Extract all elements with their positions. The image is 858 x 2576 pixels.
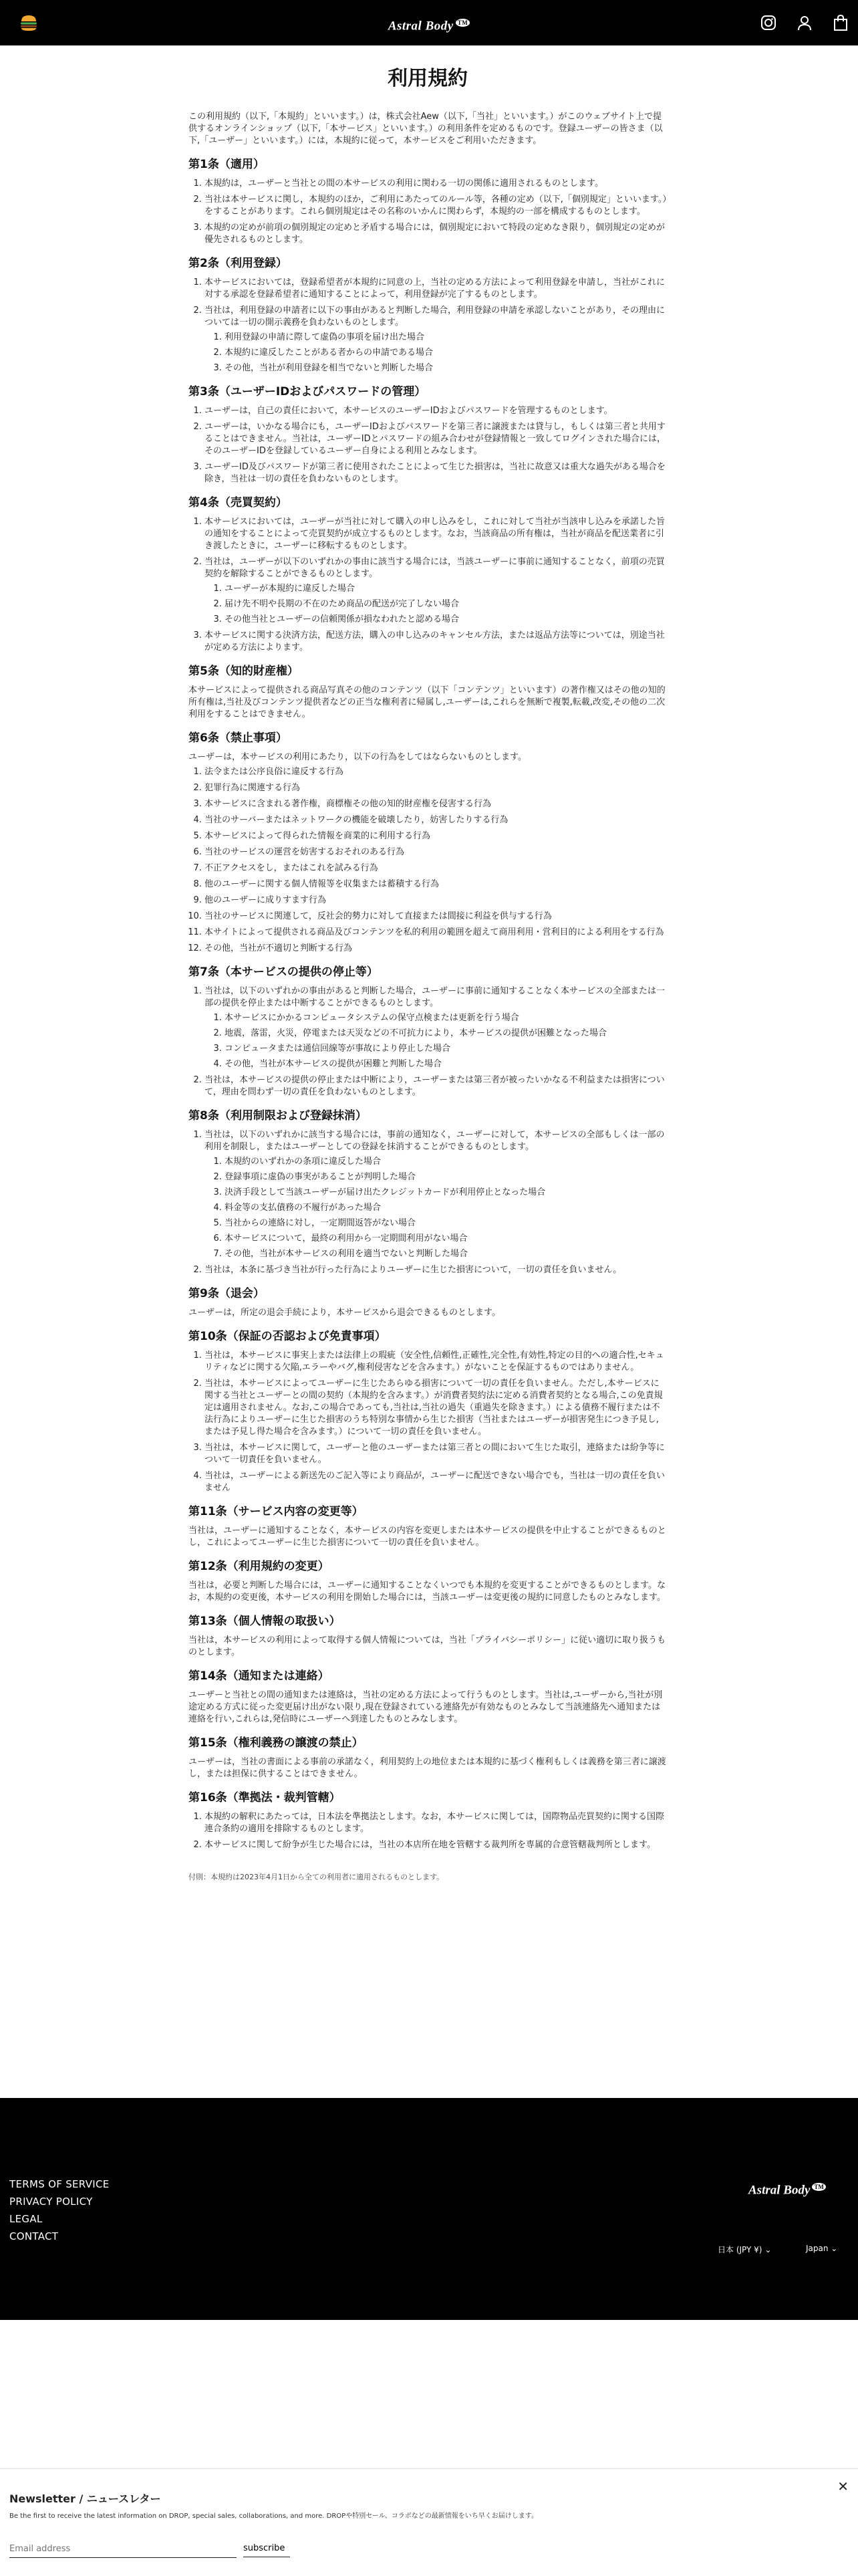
article-8-list: [188, 1129, 667, 1276]
language-selector[interactable]: [806, 2244, 837, 2253]
site-footer: [0, 2098, 858, 2320]
subscribe-button[interactable]: subscribe: [243, 2540, 290, 2557]
article-11-heading: 第11条（サービス内容の変更等）: [188, 1505, 364, 1518]
article-8-heading: 第8条（利用制限および登録抹消）: [188, 1109, 367, 1123]
footer-link-terms[interactable]: TERMS OF SERVICE: [9, 2178, 110, 2190]
list-item: 1. 本規約の解釈にあたっては，日本法を準拠法とします。なお，本サービスに関しては，国際物品売買契約に関する国際連合条約の適用を排除するものとします。: [204, 1811, 667, 1835]
list-item: [204, 985, 667, 1070]
sub-list-item: 2. 地震，落雷，火災，停電または天災などの不可抗力により，本サービスの提供が困難となった場合: [225, 1028, 667, 1040]
article-12-heading: 第12条（利用規約の変更）: [188, 1560, 329, 1573]
article-11-text: 当社は，ユーザーに通知することなく，本サービスの内容を変更しまたは本サービスの提供を中止することができるものとし，これによってユーザーに生じた損害について一切の責任を負いません。: [188, 1526, 666, 1548]
list-item: 2. 当社は，本サービスによってユーザーに生じたあらゆる損害について一切の責任を負いません。ただし,本サービスに関する当社とユーザーとの間の契約（本規約を含みます。）が消費者契約法に定める消費者契約となる場合,この免責規定は適用されません。なお,この場合であっても,当社は,当社の過失（重過失を除きます。）による債務不履行または不法行為によりユーザーに生じた損害のうち特別な事情から生じた損害（当社またはユーザーが損害発生につき予見し,または予見し得た場合を含みます。）について一切の責任を負いません。: [204, 1378, 667, 1438]
list-item: 12. その他，当社が不適切と判断する行為: [204, 943, 667, 955]
article-13-heading: 第13条（個人情報の取扱い）: [188, 1615, 341, 1628]
sub-list-item: 1. 利用登録の申請に際して虚偽の事項を届け出た場合: [225, 332, 667, 344]
brand-mark: TM: [456, 19, 470, 27]
list-item: 1. ユーザーは，自己の責任において，本サービスのユーザーIDおよびパスワードを管理するものとします。: [204, 405, 667, 417]
instagram-icon[interactable]: [759, 13, 778, 32]
site-header: [0, 0, 858, 45]
article-6-list: [188, 766, 667, 955]
article-15-text: ユーザーは，当社の書面による事前の承諾なく，利用契約上の地位または本規約に基づく権利もしくは義務を第三者に譲渡し，または担保に供することはできません。: [188, 1757, 666, 1779]
list-item: 1. 本サービスにおいては，ユーザーが当社に対して購入の申し込みをし，これに対して当社が当該申し込みを承諾した旨の通知をすることによって売買契約が成立するものとします。なお，当該商品の所有権は，当社が商品を配送業者に引き渡したときに，ユーザーに移転するものとします。: [204, 516, 667, 552]
terms-content: [188, 45, 667, 2098]
article-10-list: [188, 1350, 667, 1494]
sub-list: [204, 1012, 667, 1070]
list-item: 3. 本規約の定めが前項の個別規定の定めと矛盾する場合には，個別規定において特段の定めなき限り，個別規定の定めが優先されるものとします。: [204, 222, 667, 246]
footer-links: [9, 2176, 110, 2245]
article-1-list: [188, 178, 667, 246]
sub-list-item: 5. 当社からの連絡に対し，一定期間返答がない場合: [225, 1217, 667, 1230]
account-icon[interactable]: [795, 13, 814, 32]
list-item: 3. ユーザーID及びパスワードが第三者に使用されたことによって生じた損害は，当社に故意又は重大な過失がある場合を除き，当社は一切の責任を負わないものとします。: [204, 461, 667, 485]
sub-list-item: 1. 本サービスにかかるコンピュータシステムの保守点検または更新を行う場合: [225, 1012, 667, 1024]
article-12-text: 当社は，必要と判断した場合には，ユーザーに通知することなくいつでも本規約を変更することができるものとします。なお，本規約の変更後，本サービスの利用を開始した場合には，当該ユーザーは変更後の規約に同意したものとみなします。: [188, 1580, 666, 1603]
intro-text: この利用規約（以下,「本規約」といいます。）は，株式会社Aew（以下,「当社」といいます。）がこのウェブサイト上で提供するオンラインショップ（以下,「本サービス」といいます。）の利用条件を定めるものです。登録ユーザーの皆さま（以下,「ユーザー」といいます。）には，本規約に従って，本サービスをご利用いただきます。: [188, 112, 663, 146]
close-icon[interactable]: ✕: [837, 2478, 849, 2494]
sub-list-item: 6. 本サービスについて，最終の利用から一定期間利用がない場合: [225, 1233, 667, 1245]
brand-name: Astral Body: [388, 19, 454, 33]
list-item: [204, 305, 667, 374]
list-item: 5. 本サービスによって得られた情報を商業的に利用する行為: [204, 830, 667, 842]
chevron-down-icon: ⌄: [764, 2245, 772, 2254]
sub-list-item: 2. 本規約に違反したことがある者からの申請である場合: [225, 347, 667, 359]
list-item: 9. 他のユーザーに成りすます行為: [204, 895, 667, 907]
list-item: 1. 本サービスにおいては，登録希望者が本規約に同意の上，当社の定める方法によって利用登録を申請し，当社がこれに対する承認を登録希望者に通知することによって，利用登録が完了するものとします。: [204, 277, 667, 301]
list-item: 2. 当社は，本サービスの提供の停止または中断により，ユーザーまたは第三者が被ったいかなる不利益または損害について，理由を問わず一切の責任を負わないものとします。: [204, 1074, 667, 1098]
currency-value: 日本 (JPY ¥): [718, 2245, 762, 2254]
sub-list-item: 4. 料金等の支払債務の不履行があった場合: [225, 1202, 667, 1214]
article-5-heading: 第5条（知的財産権）: [188, 665, 299, 678]
article-13-text: 当社は，本サービスの利用によって取得する個人情報については，当社「プライバシーポリシー」に従い適切に取り扱うものとします。: [188, 1635, 666, 1657]
article-7-list: [188, 985, 667, 1098]
list-item: 11. 本サイトによって提供される商品及びコンテンツを私的利用の範囲を超えて商用利用・営利目的による利用をする行為: [204, 927, 667, 939]
cart-icon[interactable]: [831, 13, 850, 32]
sub-list: [204, 1156, 667, 1260]
list-item-text: 当社は，利用登録の申請者に以下の事由があると判断した場合，利用登録の申請を承認しないことがあり，その理由については一切の開示義務を負わないものとします。: [204, 306, 666, 328]
article-6-heading: 第6条（禁止事項）: [188, 731, 287, 745]
list-item: 1. 法令または公序良俗に違反する行為: [204, 766, 667, 778]
list-item: [204, 556, 667, 626]
sub-list-item: 3. その他当社とユーザーの信頼関係が損なわれたと認める場合: [225, 614, 667, 626]
footer-link-privacy[interactable]: PRIVACY POLICY: [9, 2196, 93, 2208]
article-5-text: 本サービスによって提供される商品写真その他のコンテンツ（以下「コンテンツ」といいます）の著作権又はその他の知的所有権は,当社及びコンテンツ提供者などの正当な権利者に帰属し,ユーザーは,これらを無断で複製,転載,改変,その他の二次利用をすることはできません。: [188, 685, 666, 719]
article-2-list: [188, 277, 667, 374]
article-14-text: ユーザーと当社との間の通知または連絡は，当社の定める方法によって行うものとします。当社は,ユーザーから,当社が別途定める方式に従った変更届け出がない限り,現在登録されている連絡先が有効なものとみなして当該連絡先へ通知または連絡を行い,これらは,発信時にユーザーへ到達したものとみなします。: [188, 1690, 663, 1724]
list-item-text: 当社は，ユーザーが以下のいずれかの事由に該当する場合には，当該ユーザーに事前に通知することなく，前項の売買契約を解除することができるものとします。: [204, 557, 665, 579]
list-item: 10. 当社のサービスに関連して，反社会的勢力に対して直接または間接に利益を供与する行為: [204, 911, 667, 923]
newsletter-description: Be the first to receive the latest information on DROP, special sales, collaborations, and more. DROPや特別セール、コラボなどの最新情報をいち早くお届けします。: [9, 2512, 538, 2520]
list-item: 4. 当社は，ユーザーによる新送先のご記入等により商品が，ユーザーに配送できない場合でも，当社は一切の責任を負いません: [204, 1470, 667, 1494]
article-4-list: [188, 516, 667, 654]
sub-list: [204, 332, 667, 374]
article-16-heading: 第16条（準拠法・裁判管轄）: [188, 1791, 341, 1804]
article-4-heading: 第4条（売買契約）: [188, 496, 287, 509]
footer-brand-name: Astral Body: [748, 2183, 811, 2198]
article-3-list: [188, 405, 667, 485]
sub-list-item: 3. コンピュータまたは通信回線等が事故により停止した場合: [225, 1043, 667, 1055]
article-2-heading: 第2条（利用登録）: [188, 257, 287, 270]
article-9-text: ユーザーは，所定の退会手続により，本サービスから退会できるものとします。: [188, 1308, 500, 1318]
newsletter-title: Newsletter / ニュースレター: [9, 2492, 161, 2505]
list-item: 4. 当社のサーバーまたはネットワークの機能を破壊したり，妨害したりする行為: [204, 814, 667, 826]
list-item-text: 当社は，以下のいずれかの事由があると判断した場合，ユーザーに事前に通知することなく本サービスの全部または一部の提供を停止または中断することができるものとします。: [204, 986, 666, 1008]
currency-selector[interactable]: [718, 2244, 771, 2255]
list-item: 6. 当社のサービスの運営を妨害するおそれのある行為: [204, 846, 667, 858]
footer-brand-mark: TM: [812, 2183, 826, 2191]
footer-brand-logo[interactable]: [748, 2177, 842, 2197]
list-item: 3. 本サービスに関する決済方法，配送方法，購入の申し込みのキャンセル方法，または返品方法等については，別途当社が定める方法によります。: [204, 630, 667, 654]
sub-list: [204, 583, 667, 626]
list-item: 2. 犯罪行為に関連する行為: [204, 782, 667, 794]
article-7-heading: 第7条（本サービスの提供の停止等）: [188, 965, 378, 979]
list-item: 7. 不正アクセスをし，またはこれを試みる行為: [204, 862, 667, 874]
list-item: 8. 他のユーザーに関する個人情報等を収集または蓄積する行為: [204, 879, 667, 891]
article-15-heading: 第15条（権利義務の譲渡の禁止）: [188, 1736, 364, 1750]
list-item: 2. ユーザーは，いかなる場合にも，ユーザーIDおよびパスワードを第三者に譲渡または貸与し，もしくは第三者と共用することはできません。当社は，ユーザーIDとパスワードの組み合わせが登録情報と一致してログインされた場合には，そのユーザーIDを登録しているユーザー自身による利用とみなします。: [204, 421, 667, 457]
list-item: 1. 本規約は，ユーザーと当社との間の本サービスの利用に関わる一切の関係に適用されるものとします。: [204, 178, 667, 190]
burger-menu-icon[interactable]: [19, 13, 39, 33]
article-9-heading: 第9条（退会）: [188, 1287, 265, 1300]
list-item: 3. 本サービスに含まれる著作権，商標権その他の知的財産権を侵害する行為: [204, 798, 667, 810]
list-item: [204, 1129, 667, 1260]
footer-link-contact[interactable]: CONTACT: [9, 2230, 59, 2242]
sub-list-item: 7. その他，当社が本サービスの利用を適当でないと判断した場合: [225, 1248, 667, 1260]
article-3-heading: 第3条（ユーザーIDおよびパスワードの管理）: [188, 385, 426, 398]
list-item: 3. 当社は，本サービスに関して，ユーザーと他のユーザーまたは第三者との間において生じた取引，連絡または紛争等について一切責任を負いません。: [204, 1442, 667, 1466]
list-item: 2. 当社は本サービスに関し，本規約のほか，ご利用にあたってのルール等，各種の定め（以下,「個別規定」といいます。）をすることがあります。これら個別規定はその名称のいかんに関わらず，本規約の一部を構成するものとします。: [204, 194, 667, 218]
effective-date-note: 付則：本規約は2023年4月1日から全ての利用者に適用されるものとします。: [188, 1873, 444, 1881]
footer-link-legal[interactable]: LEGAL: [9, 2213, 43, 2225]
article-16-list: [188, 1811, 667, 1851]
sub-list-item: 3. その他，当社が利用登録を相当でないと判断した場合: [225, 362, 667, 374]
list-item-text: 当社は，以下のいずれかに該当する場合には，事前の通知なく，ユーザーに対して，本サービスの全部もしくは一部の利用を制限し，またはユーザーとしての登録を抹消することができるものとします。: [204, 1130, 665, 1152]
article-10-heading: 第10条（保証の否認および免責事項）: [188, 1330, 386, 1343]
sub-list-item: 2. 届け先不明や長期の不在のため商品の配送が完了しない場合: [225, 598, 667, 610]
article-1-heading: 第1条（適用）: [188, 158, 265, 171]
email-input[interactable]: [9, 2540, 237, 2558]
sub-list-item: 4. その他，当社が本サービスの提供が困難と判断した場合: [225, 1058, 667, 1070]
list-item: 1. 当社は，本サービスに事実上または法律上の瑕疵（安全性,信頼性,正確性,完全性,有効性,特定の目的への適合性,セキュリティなどに関する欠陥,エラーやバグ,権利侵害などを含みます。）がないことを保証するものではありません。: [204, 1350, 667, 1374]
list-item: 2. 本サービスに関して紛争が生じた場合には，当社の本店所在地を管轄する裁判所を専属的合意管轄裁判所とします。: [204, 1839, 667, 1851]
sub-list-item: 1. 本規約のいずれかの条項に違反した場合: [225, 1156, 667, 1168]
article-6-lead: ユーザーは，本サービスの利用にあたり，以下の行為をしてはならないものとします。: [188, 752, 527, 762]
list-item: 2. 当社は，本条に基づき当社が行った行為によりユーザーに生じた損害について，一切の責任を負いません。: [204, 1264, 667, 1276]
chevron-down-icon: ⌄: [831, 2244, 838, 2253]
newsletter-popup: [0, 2468, 858, 2576]
brand-logo[interactable]: [381, 12, 477, 33]
sub-list-item: 3. 決済手段として当該ユーザーが届け出たクレジットカードが利用停止となった場合: [225, 1187, 667, 1199]
sub-list-item: 1. ユーザーが本規約に違反した場合: [225, 583, 667, 595]
sub-list-item: 2. 登録事項に虚偽の事実があることが判明した場合: [225, 1171, 667, 1183]
page-title: 利用規約: [388, 67, 468, 90]
article-14-heading: 第14条（通知または連絡）: [188, 1669, 329, 1683]
language-value: Japan: [806, 2244, 829, 2253]
